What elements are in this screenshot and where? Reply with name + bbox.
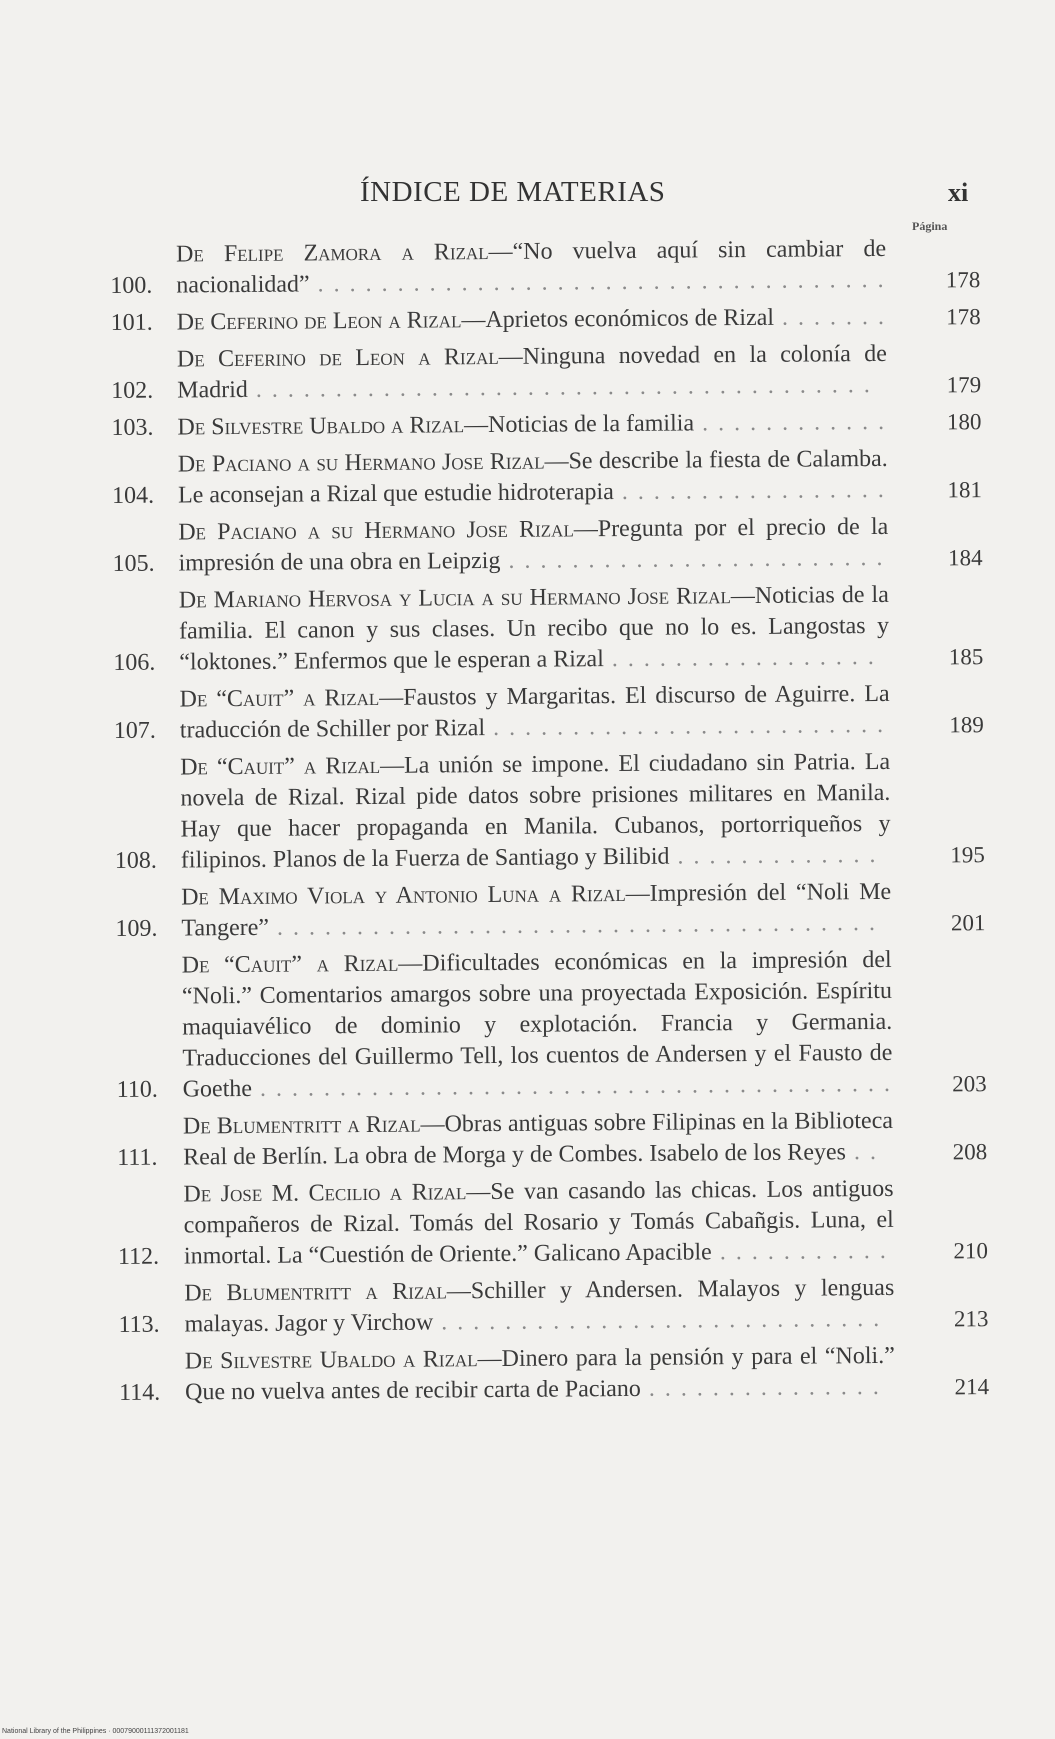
entry-sender: De Blumentritt a Rizal bbox=[182, 1111, 421, 1140]
page-column-label: Página bbox=[912, 219, 948, 233]
dot-leader: . . . . . . . . . . . . . bbox=[669, 841, 878, 870]
entry-number: 103. bbox=[111, 414, 154, 441]
entry-description: —Se van casando las chicas. Los antiguos compañeros de Rizal. Tomás del Rosario y Tomás Cabañgis. Luna, el inmortal. La “Cuestión de Oriente.” Galicano Apacible bbox=[183, 1175, 894, 1270]
entry-page: 195 bbox=[950, 842, 985, 868]
toc-entry bbox=[111, 406, 981, 444]
entry-text bbox=[177, 302, 887, 339]
entry-sender: De “Cauit” a Rizal bbox=[181, 950, 399, 979]
entry-description: —Ninguna novedad en la colonía de Madrid bbox=[177, 340, 888, 404]
entry-text bbox=[178, 512, 888, 580]
entry-description: —Impresión del “Noli Me Tangere” bbox=[181, 878, 892, 942]
entry-text bbox=[182, 945, 893, 1106]
entry-description: —Dinero para la pensión y para el “Noli.” Que no vuelva antes de recibir carta de Paciano bbox=[184, 1342, 895, 1406]
entry-page: 203 bbox=[952, 1071, 987, 1097]
entry-page: 214 bbox=[954, 1374, 990, 1400]
toc-entry bbox=[113, 579, 984, 679]
toc-entry bbox=[118, 1272, 988, 1341]
entry-page: 210 bbox=[953, 1238, 989, 1264]
entry-description: —Aprietos económicos de Rizal bbox=[461, 304, 775, 334]
entry-description: —Pregunta por el precio de la impresión de una obra en Leipzig bbox=[178, 513, 889, 577]
entry-page: 201 bbox=[950, 910, 986, 936]
entry-page: 178 bbox=[946, 304, 981, 330]
entry-text bbox=[177, 407, 887, 444]
entry-number: 104. bbox=[111, 482, 155, 509]
entry-sender: De Paciano a su Hermano Jose Rizal bbox=[177, 448, 545, 478]
entry-sender: De Ceferino de Leon a Rizal bbox=[176, 343, 499, 373]
dot-leader: . . . . . . . . . . . . . . . bbox=[640, 1373, 881, 1402]
dot-leader: . . . . . . . . . . . . . . . . . bbox=[603, 643, 876, 673]
toc-entry bbox=[119, 1340, 989, 1409]
entry-description: —Obras antiguas sobre Filipinas en la Biblioteca Real de Berlín. La obra de Morga y de Combes. Isabelo de los Reyes bbox=[183, 1107, 894, 1171]
entry-text bbox=[178, 444, 888, 512]
entry-sender: De Blumentritt a Rizal bbox=[184, 1278, 447, 1307]
entry-text bbox=[183, 1174, 894, 1273]
dot-leader: . . . . . . . bbox=[773, 303, 887, 331]
entry-number: 113. bbox=[118, 1311, 160, 1338]
entry-page: 189 bbox=[949, 712, 984, 738]
dot-leader: . . . . . . . . . . . . . . . . . . . . . . . . . . . . . . . . . . . . . . bbox=[268, 909, 878, 941]
entry-text bbox=[184, 1273, 894, 1341]
toc-entry bbox=[116, 944, 987, 1106]
toc-entry bbox=[114, 746, 985, 877]
entry-text bbox=[181, 877, 891, 945]
entry-sender: De “Cauit” a Rizal bbox=[180, 752, 381, 781]
entry-text bbox=[180, 747, 891, 877]
toc-entry bbox=[111, 301, 981, 339]
entry-text bbox=[177, 339, 887, 407]
entry-number: 111. bbox=[117, 1144, 158, 1171]
entry-number: 109. bbox=[115, 915, 158, 942]
page-title: ÍNDICE DE MATERIAS bbox=[360, 176, 666, 208]
entry-number: 112. bbox=[117, 1243, 160, 1270]
entry-sender: De Maximo Viola y Antonio Luna a Rizal bbox=[181, 880, 626, 911]
table-of-contents bbox=[110, 233, 989, 1415]
page-number: xi bbox=[948, 178, 969, 207]
entry-sender: De Silvestre Ubaldo a Rizal bbox=[177, 412, 465, 441]
entry-page: 184 bbox=[947, 545, 983, 571]
entry-number: 105. bbox=[112, 550, 155, 577]
dot-leader: . . . . . . . . . . . . . . . . . . . . . . . . . . . . . . . . . . . . bbox=[309, 266, 886, 298]
dot-leader: . . bbox=[845, 1138, 879, 1166]
entry-page: 178 bbox=[945, 267, 981, 293]
entry-text bbox=[176, 234, 886, 302]
toc-entry bbox=[110, 233, 980, 302]
entry-number: 100. bbox=[110, 272, 153, 299]
toc-entry bbox=[112, 511, 982, 580]
entry-number: 114. bbox=[118, 1379, 161, 1406]
dot-leader: . . . . . . . . . . . . . . . . . . . . . . . . bbox=[500, 544, 885, 574]
toc-entry bbox=[113, 678, 983, 747]
entry-page: 181 bbox=[947, 477, 983, 503]
entry-number: 107. bbox=[113, 717, 156, 744]
entry-description: —Se describe la fiesta de Calamba. Le aconsejan a Rizal que estudie hidroterapia bbox=[177, 445, 888, 509]
entry-description: —Dificultades económicas en la impresión del “Noli.” Comentarios amargos sobre una proyectada Exposición. Espíritu maquiavélico de dominio y explotación. Francia y Germania. Traducciones del Guillermo Tell, los cuentos de Andersen y el Fausto de Goethe bbox=[181, 946, 893, 1103]
entry-text bbox=[185, 1341, 895, 1409]
dot-leader: . . . . . . . . . . . . . . . . . . . . . . . . . . . . bbox=[433, 1305, 882, 1336]
dot-leader: . . . . . . . . . . . . bbox=[693, 408, 887, 437]
entry-page: 208 bbox=[952, 1139, 988, 1165]
entry-page: 213 bbox=[953, 1306, 989, 1332]
entry-number: 102. bbox=[111, 377, 154, 404]
entry-sender: De Paciano a su Hermano Jose Rizal bbox=[178, 516, 574, 546]
entry-description: —Faustos y Margaritas. El discurso de Aguirre. La traducción de Schiller por Rizal bbox=[179, 680, 890, 744]
dot-leader: . . . . . . . . . . . . . . . . . . . . . . . . . bbox=[484, 711, 886, 742]
toc-entry bbox=[111, 338, 981, 407]
entry-sender: De Mariano Hervosa y Lucia a su Hermano Jose Rizal bbox=[178, 583, 731, 614]
entry-description: —Noticias de la familia. El canon y sus clases. Un recibo que no lo es. Langostas y “loktones.” Enfermos que le esperan a Rizal bbox=[178, 581, 890, 676]
dot-leader: . . . . . . . . . . . . . . . . . bbox=[613, 476, 886, 506]
entry-sender: De Felipe Zamora a Rizal bbox=[176, 239, 489, 268]
entry-sender: De Ceferino de Leon a Rizal bbox=[176, 307, 462, 336]
entry-sender: De “Cauit” a Rizal bbox=[179, 684, 380, 713]
entry-number: 101. bbox=[110, 309, 153, 336]
entry-description: —“No vuelva aquí sin cambiar de nacionalidad” bbox=[176, 235, 887, 299]
toc-entry bbox=[117, 1173, 988, 1273]
entry-number: 108. bbox=[114, 847, 157, 874]
entry-page: 179 bbox=[946, 372, 982, 398]
entry-description: —Schiller y Andersen. Malayos y lenguas malayas. Jagor y Virchow bbox=[184, 1274, 895, 1338]
entry-text bbox=[179, 580, 890, 679]
entry-text bbox=[179, 679, 889, 747]
toc-entry bbox=[112, 443, 982, 512]
entry-description: —Noticias de la familia bbox=[464, 410, 695, 439]
dot-leader: . . . . . . . . . . . . . . . . . . . . . . . . . . . . . . . . . . . . . . . . bbox=[251, 1070, 893, 1102]
entry-text bbox=[183, 1106, 893, 1174]
entry-number: 110. bbox=[116, 1076, 158, 1103]
entry-number: 106. bbox=[113, 649, 156, 676]
entry-sender: De Silvestre Ubaldo a Rizal bbox=[184, 1346, 478, 1375]
entry-description: —La unión se impone. El ciudadano sin Patria. La novela de Rizal. Rizal pide datos sobre prisiones militares en Manila. Hay que hacer propaganda en Manila. Cubanos, portorriqueños y filipinos. Planos de la Fuerza de Santiago y Bilibid bbox=[180, 748, 891, 874]
toc-entry bbox=[117, 1105, 987, 1174]
entry-page: 185 bbox=[948, 644, 984, 670]
dot-leader: . . . . . . . . . . . bbox=[711, 1237, 888, 1266]
dot-leader: . . . . . . . . . . . . . . . . . . . . . . . . . . . . . . . . . . . . . . . bbox=[247, 372, 872, 403]
entry-sender: De Jose M. Cecilio a Rizal bbox=[183, 1179, 467, 1208]
toc-entry bbox=[115, 876, 985, 945]
source-footer: National Library of the Philippines · 00079000111372001181 bbox=[2, 1728, 189, 1735]
entry-page: 180 bbox=[946, 409, 982, 435]
